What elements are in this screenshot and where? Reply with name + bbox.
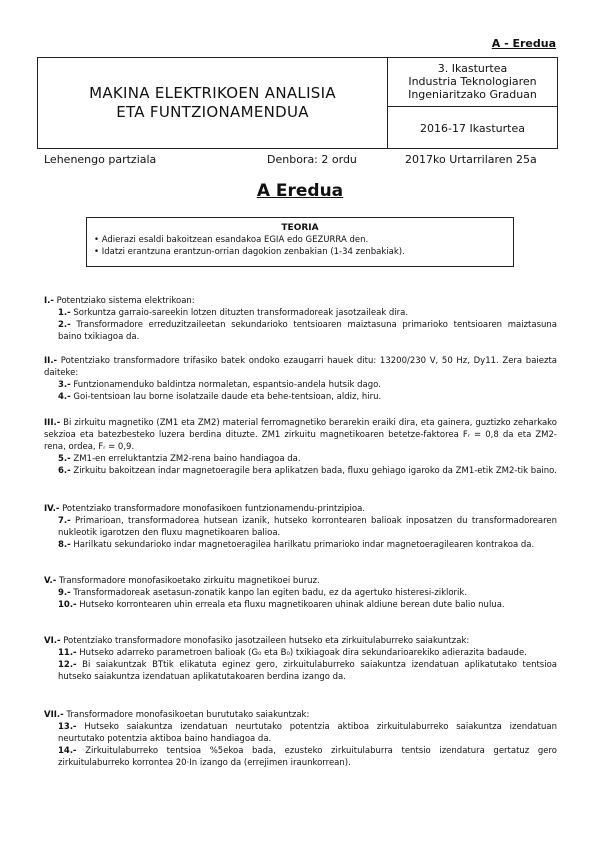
statement-number: 10.-	[58, 600, 77, 610]
section-number: I.-	[44, 296, 54, 306]
statement-text: Zirkuitu bakoitzean indar magnetoeragile bera aplikatzen bada, fluxu gehiago igaroko da ZM1-etik ZM2-tik baino.	[70, 466, 557, 476]
instruction-item: • Adierazi esaldi bakoitzean esandakoa EGIA edo GEZURRA den.	[94, 235, 369, 245]
section-number: V.-	[44, 576, 57, 586]
section-intro: Transformadore monofasikoetako zirkuitu magnetikoei buruz.	[56, 576, 320, 586]
statement-text: Transformadoreak asetasun-zonatik kanpo lan egiten badu, ez da agertuko histeresi-ziklorik.	[70, 588, 468, 598]
section-number: VII.-	[44, 710, 64, 720]
statement-number: 8.-	[58, 540, 71, 550]
exam-duration: Denbora: 2 ordu	[267, 153, 357, 166]
section-intro: Potentziako sistema elektrikoan:	[53, 296, 195, 306]
statement-number: 6.-	[58, 466, 71, 476]
statement-text: Sorkuntza garraio-sareekin lotzen dituzten transformadoreak jasotzaileak dira.	[70, 308, 409, 318]
model-tag: A - Eredua	[491, 37, 556, 50]
course-year: 3. Ikasturtea	[437, 62, 508, 75]
question-section	[44, 575, 557, 611]
statement-text: Hutseko saiakuntza izendatuan neurtutako potentzia aktiboa zirkuitulaburreko saiakuntza izendatuan neurtutako potentzia aktiboa baino handiagoa da.	[58, 722, 557, 744]
academic-year-cell	[388, 108, 557, 148]
section-number: IV.-	[44, 504, 60, 514]
section-intro: Transformadore monofasikoetan burututako saiakuntzak:	[63, 710, 310, 720]
instructions-box	[86, 217, 514, 267]
section-number: II.-	[44, 356, 58, 366]
section-intro: Potentziako transformadore monofasiko jasotzaileen hutseko eta zirkuitulaburreko saiakuntzak:	[60, 636, 470, 646]
exam-date: 2017ko Urtarrilaren 25a	[405, 153, 537, 166]
statement-number: 14.-	[58, 746, 77, 756]
statement-number: 3.-	[58, 380, 71, 390]
statement-text: Primarioan, transformadorea hutsean izanik, hutseko korrontearen balioak inposatzen du transformadorearen nukleotik igarotzen den fluxu magnetikoaren balioa.	[58, 516, 557, 538]
section-intro: Potentziako transformadore monofasikoen funtzionamendu-printzipioa.	[59, 504, 366, 514]
question-section	[44, 355, 557, 403]
exam-name: Lehenengo partziala	[44, 153, 157, 166]
question-section	[44, 295, 557, 343]
question-section	[44, 709, 557, 769]
statement-text: Funtzionamenduko baldintza normaletan, espantsio-andela hutsik dago.	[70, 380, 381, 390]
degree-line2: Ingeniaritzako Graduan	[408, 88, 537, 101]
statement-text: Goi-tentsioan lau borne isolatzaile daude eta behe-tentsioan, aldiz, hiru.	[70, 392, 382, 402]
degree-line1: Industria Teknologiaren	[408, 75, 537, 88]
header-box	[37, 57, 558, 149]
statement-number: 4.-	[58, 392, 71, 402]
academic-year: 2016-17 Ikasturtea	[420, 121, 525, 135]
degree-cell	[388, 58, 557, 107]
statement-text: Bi saiakuntzak BTtik elikatuta eginez gero, zirkuitulaburreko saiakuntza izendatuan aplikatutako tentsioa hutseko saiakuntza izendatuan aplikatutakoaren berdina izango da.	[58, 660, 557, 682]
course-title-cell	[38, 58, 388, 148]
statement-number: 2.-	[58, 320, 71, 330]
statement-text: Transformadore erreduzitzaileetan sekundarioko tentsioaren maiztasuna primarioko tentsioaren maiztasuna baino txikiagoa da.	[58, 320, 557, 342]
section-number: VI.-	[44, 636, 61, 646]
statement-text: Hutseko adarreko parametroen balioak (G₀ eta B₀) txikiagoak dira sekundarioarekiko adierazita badaude.	[76, 648, 527, 658]
section-number: III.-	[44, 418, 61, 428]
statement-text: ZM1-en erreluktantzia ZM2-rena baino handiagoa da.	[70, 454, 301, 464]
instructions-title: TEORIA	[281, 223, 319, 233]
statement-text: Harilkatu sekundarioko indar magnetoeragilea harilkatu primarioko indar magnetoeragilearen kontrakoa da.	[70, 540, 535, 550]
statement-text: Hutseko korrontearen uhin erreala eta fluxu magnetikoaren uhinak aldiune berean dute balio nulua.	[76, 600, 505, 610]
statement-number: 12.-	[58, 660, 77, 670]
statement-text: Zirkuitulaburreko tentsioa %5ekoa bada, ezusteko zirkuitulaburra tentsio izendatura gertatuz gero zirkuitulaburreko korrontea 20·In izango da (errejimen iraunkorrean).	[58, 746, 557, 768]
statement-number: 5.-	[58, 454, 71, 464]
statement-number: 9.-	[58, 588, 71, 598]
statement-number: 13.-	[58, 722, 77, 732]
model-title: A Eredua	[256, 181, 344, 201]
question-section	[44, 635, 557, 683]
section-intro: Potentziako transformadore trifasiko batek ondoko ezaugarri hauek ditu: 13200/230 V, 50 Hz, Dy11. Zera baieztа daiteke:	[44, 356, 557, 378]
question-section	[44, 417, 557, 477]
statement-number: 7.-	[58, 516, 71, 526]
statement-number: 11.-	[58, 648, 77, 658]
course-title-line1: MAKINA ELEKTRIKOEN ANALISIA	[89, 84, 336, 102]
question-section	[44, 503, 557, 551]
instruction-item: • Idatzi erantzuna erantzun-orrian dagokion zenbakian (1-34 zenbakiak).	[94, 247, 405, 257]
section-intro: Bi zirkuitu magnetiko (ZM1 eta ZM2) material ferromagnetiko berarekin eraiki dira, eta gainera, guztizko zeharkako sekzioa eta batezbesteko luzera berdina dituzte. ZM1 zirkuitu magnetikoaren betetze-faktorea Fᵣ = 0,8 da eta ZM2-rena, ordea, Fᵣ = 0,9.	[44, 418, 557, 452]
statement-number: 1.-	[58, 308, 71, 318]
course-title-line2: ETA FUNTZIONAMENDUA	[116, 103, 309, 121]
